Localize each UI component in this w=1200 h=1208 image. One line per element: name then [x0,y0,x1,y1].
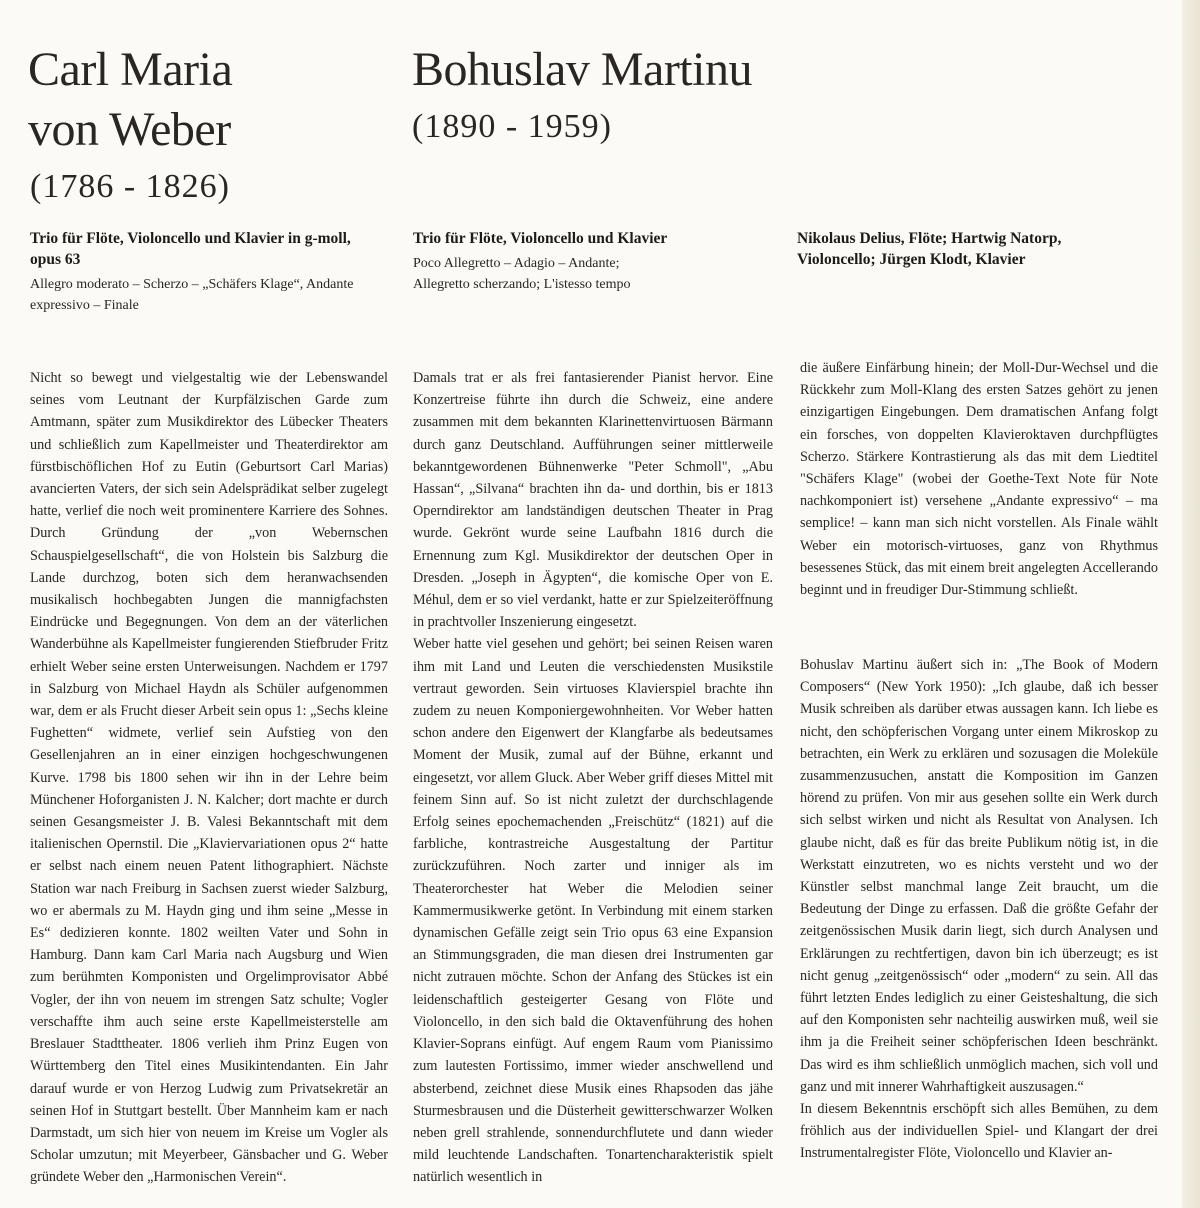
paragraph: Weber hatte viel gesehen und gehört; bei seinen Reisen waren ihm mit Land und Leuten die verschiedensten Musikstile vertraut geworden. Sein virtuoses Klavierspiel brachte ihn zudem zu neuen Komponiergewohnheiten. Vor Weber hatten schon andere den Eigenwert der Klangfarbe als bedeutsames Moment der Musik, zumal auf der Bühne, erkannt und eingesetzt, vor allem Gluck. Aber Weber griff dieses Mittel mit feinem Sinn auf. So ist nicht zuletzt der durchschlagende Erfolg seines epochemachenden „Freischütz“ (1821) auf die farbliche, kontrastreiche Ausgestaltung der Partitur zurückzuführen. Noch zarter und inniger als im Theaterorchester hat Weber die Melodien seiner Kammermusikwerke getönt. In Verbindung mit einem starken dynamischen Gefälle zeigt sein Trio opus 63 eine Expansion an Stimmungsgraden, die man diesen drei Instrumenten gar nicht zutrauen möchte. Schon der Anfang des Stückes ist ein leidenschaftlich gesteigerter Gesang von Flöte und Violoncello, in den sich bald die Oktavenführung des hohen Klavier-Soprans einfügt. Auf engem Raum vom Pianissimo zum lautesten Fortissimo, immer wieder anschwellend und absterbend, zeichnet diese Musik eines Rhapsoden das jähe Sturmesbrausen und die Düsterheit gewitterschwarzer Wolken neben grell strahlende, sonnendurchflutete und dann wieder mild leuchtende Landschaften. Tonartencharakteristik spielt natürlich wesentlich in [413,636,773,1186]
text-column-left [30,367,388,1189]
weber-name-line2: von Weber [28,103,231,156]
paragraph: In diesem Bekenntnis erschöpft sich alles Bemühen, zu dem fröhlich aus der individuellen Spiel- und Klangart der drei Instrumentalregister Flöte, Violoncello und Klavier an- [800,1101,1158,1162]
weber-dates: (1786 - 1826) [30,168,230,205]
martinu-name: Bohuslav Martinu [412,43,752,96]
paragraph: Nicht so bewegt und vielgestaltig wie der Lebenswandel seines vom Leutnant der Kurpfälzischen Garde zum Amtmann, später zum Musikdirektor des Lübecker Theaters und schließlich zum Kapellmeister und Theaterdirektor am fürstbischöflichen Hof zu Eutin (Geburtsort Carl Marias) avancierten Vaters, der sich sein Adelsprädikat selber zugelegt hatte, verlief die noch weit prominentere Karriere des Sohnes. Durch Gründung der „von Webernschen Schauspielgesellschaft“, die von Holstein bis Salzburg die Lande durchzog, boten sich dem heranwachsenden musikalisch hochbegabten Jungen die mannigfachsten Eindrücke und Begegnungen. Von dem an der väterlichen Wanderbühne als Kapellmeister fungierenden Stiefbruder Fritz erhielt Weber seine ersten Unterweisungen. Nachdem er 1797 in Salzburg von Michael Haydn als Schüler aufgenommen war, dem er als Frucht dieser Arbeit sein opus 1: „Sechs kleine Fughetten“ widmete, verlief sein Aufstieg von den Gesellenjahren an in einer einzigen hochgeschwungenen Kurve. 1798 bis 1800 sehen wir ihn in der Lehre beim Münchener Hoforganisten J. N. Kalcher; dort machte er durch seinen Gesangsmeister J. B. Valesi Bekanntschaft mit dem italienischen Opernstil. Die „Klaviervariationen opus 2“ hatte er selbst nach einem neuen Patent lithographiert. Nächste Station war nach Freiburg in Sachsen zuerst wieder Salzburg, wo er abermals zu M. Haydn ging und ihm seine „Messe in Es“ dedizieren konnte. 1802 weilten Vater und Sohn in Hamburg. Dann kam Carl Maria nach Augsburg und Wien zum berühmten Komponisten und Orgelimprovisator Abbé Vogler, der ihn von neuem im strengen Satz schulte; Vogler verschaffte ihm auch seine erste Kapellmeisterstelle am Breslauer Stadttheater. 1806 verlieh ihm Prinz Eugen von Württemberg den Titel eines Musikintendanten. Ein Jahr darauf wurde er von Herzog Ludwig zum Privatsekretär an seinen Hof in Stuttgart bestellt. Über Mannheim kam er nach Darmstadt, um sich hier von neuem im Kreise um Vogler als Scholar umzutun; mit Meyerbeer, Gänsbacher und G. Weber gründete Weber den „Harmonischen Verein“. [30,370,388,1186]
martinu-work-title: Trio für Flöte, Violoncello und Klavier [413,230,668,247]
paragraph: Damals trat er als frei fantasierender Pianist hervor. Eine Konzertreise führte ihn durch die Schweiz, eine andere zusammen mit dem bekannten Klarinettenvirtuosen Bärmann durch ganz Deutschland. Aufführungen seiner mittlerweile bekanntgewordenen Bühnenwerke "Peter Schmoll", „Abu Hassan“, „Silvana“ brachten ihn da- und dorthin, bis er 1813 Operndirektor am landständigen deutschen Theater in Prag wurde. Gekrönt wurde seine Laufbahn 1816 durch die Ernennung zum Kgl. Musikdirektor der deutschen Oper in Dresden. „Joseph in Ägypten“, die komische Oper von E. Méhul, dem er so viel verdankt, hatte er zur Spielzeiteröffnung in prachtvoller Inszenierung eingesetzt. [413,370,773,631]
paragraph: die äußere Einfärbung hinein; der Moll-Dur-Wechsel und die Rückkehr zum Moll-Klang des ersten Satzes gehört zu jenen einzigartigen Eingebungen. Dem dramatischen Anfang folgt ein forsches, von doppelten Klavieroktaven durchpflügtes Scherzo. Stärkere Kontrastierung als das mit dem Liedtitel "Schäfers Klage" (wobei der Goethe-Text Note für Note nachkomponiert ist) versehene „Andante expressivo“ – ma semplice! – kann man sich nicht vorstellen. Als Finale wählt Weber ein motorisch-virtuoses, ganz von Rhythmus besessenes Stück, das mit einem breit angelegten Accellerando beginnt und in freudiger Dur-Stimmung schließt. [800,360,1158,599]
performers: Nikolaus Delius, Flöte; Hartwig Natorp, Violoncello; Jürgen Klodt, Klavier [797,230,1062,268]
weber-movements: Allegro moderato – Scherzo – „Schäfers Klage“, Andante expressivo – Finale [30,277,354,313]
weber-work-title: Trio für Flöte, Violoncello und Klavier in g-moll, opus 63 [30,230,351,268]
martinu-movements: Poco Allegretto – Adagio – Andante; Allegretto scherzando; L'istesso tempo [413,256,631,292]
weber-name-line1: Carl Maria [28,43,233,96]
martinu-dates: (1890 - 1959) [412,108,612,145]
text-column-middle [413,367,773,1189]
text-column-right-bottom [800,654,1158,1165]
paragraph: Bohuslav Martinu äußert sich in: „The Book of Modern Composers“ (New York 1950): „Ich glaube, daß ich besser Musik schreiben als darüber etwas aussagen kann. Ich liebe es nicht, den schöpferischen Vorgang unter einem Mikroskop zu betrachten, ein Werk zu erklären und sozusagen die Moleküle zusammenzusuchen, anstatt die Komposition im Ganzen hörend zu prüfen. Von mir aus gesehen sollte ein Werk durch sich selbst wirken und nicht als Resultat von Analysen. Ich glaube nicht, daß es für das breite Publikum nötig ist, in die Werkstatt einzutreten, wo es nichts versteht und wo der Künstler selbst manchmal lange Zeit braucht, um die Bedeutung der Dinge zu erfassen. Daß die größte Gefahr der zeitgenössischen Musik darin liegt, sich durch Analysen und Erklärungen zu rechtfertigen, davon bin ich überzeugt; es ist nicht genug „zeitgenössisch“ oder „modern“ zu sein. All das führt letzten Endes lediglich zu einer Geisteshaltung, die sich auf den Komponisten sehr nachteilig auswirken muß, weil sie ihm ja die Freiheit seiner schöpferischen Ideen beschränkt. Das wird es ihm schließlich unmöglich machen, sich voll und ganz und mit innerer Wahrhaftigkeit auszusagen.“ [800,657,1158,1095]
text-column-right-top [800,357,1158,601]
